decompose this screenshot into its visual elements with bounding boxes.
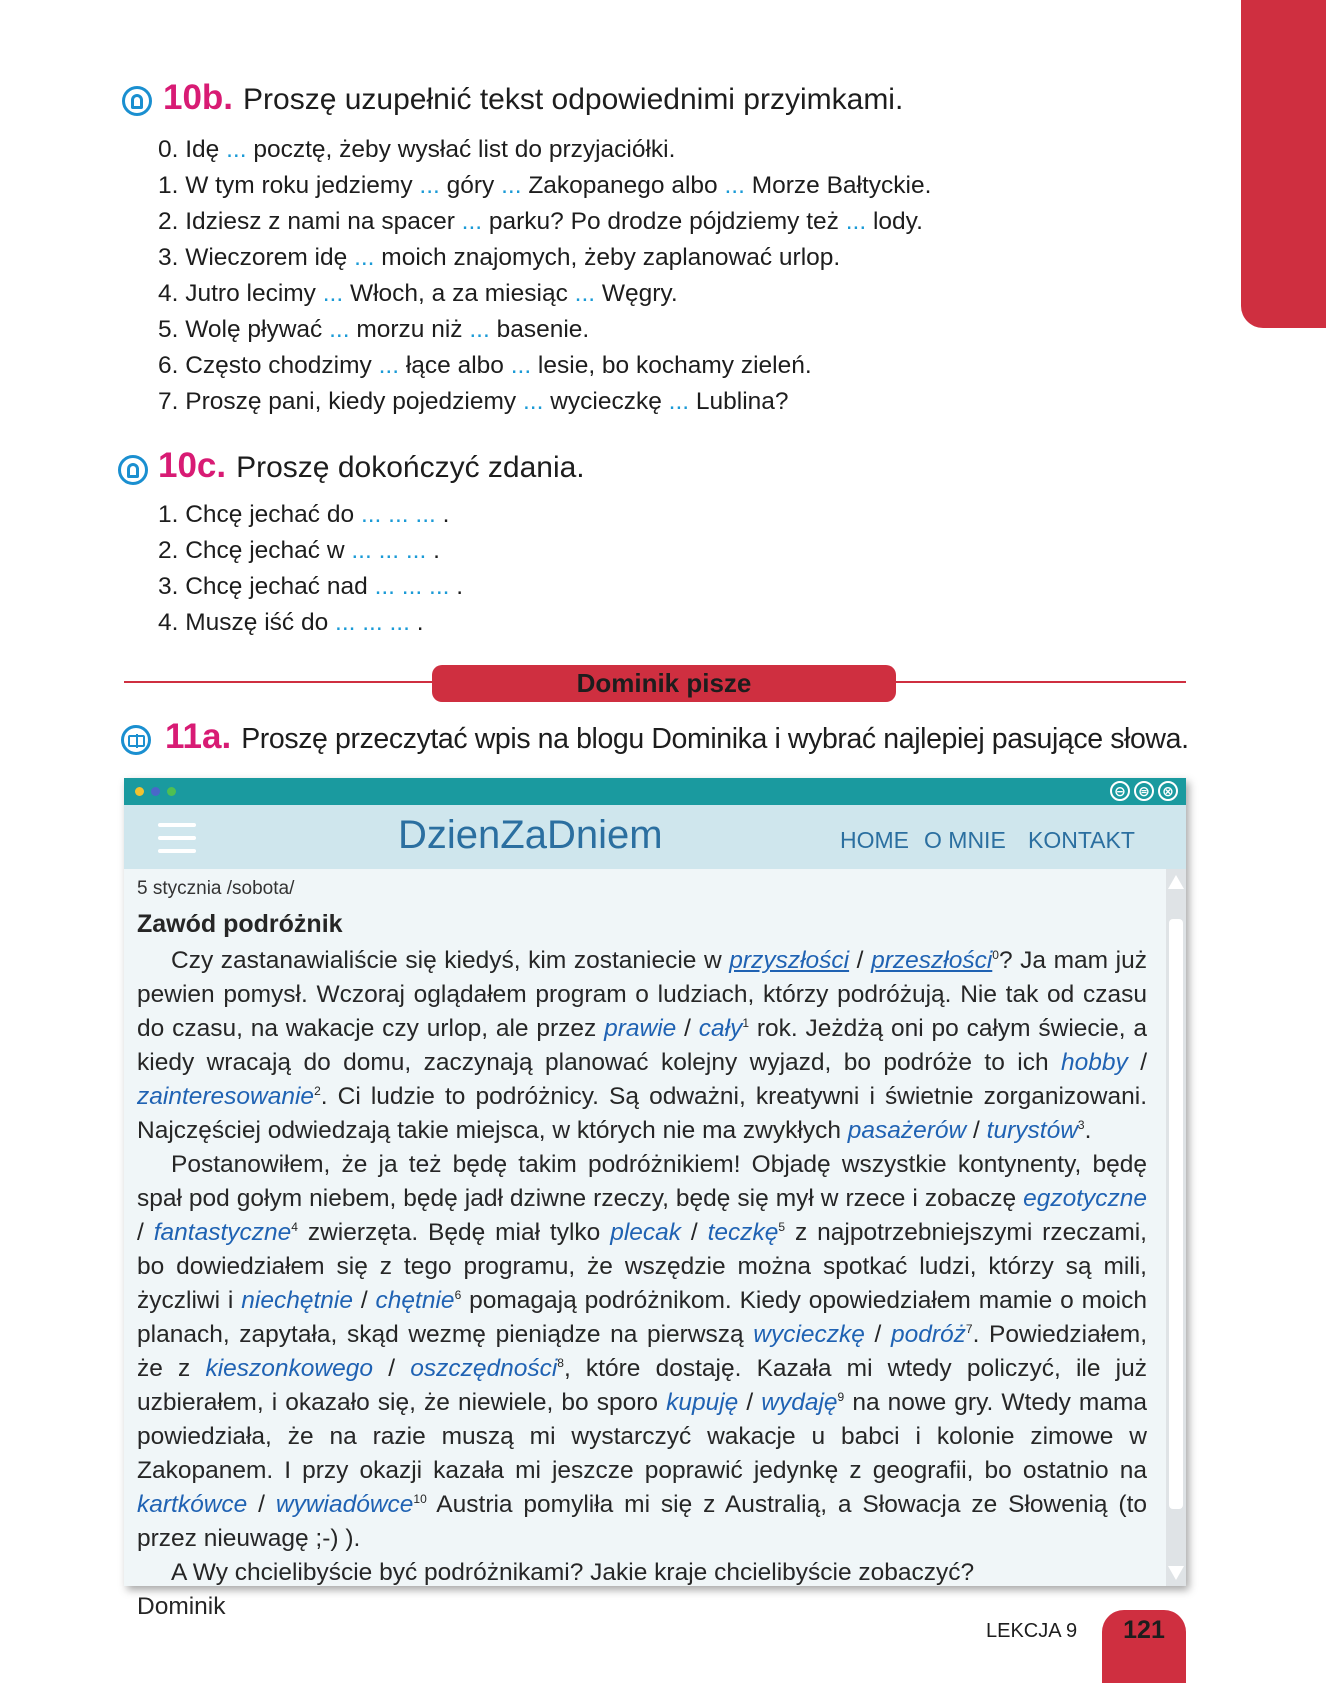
item-text: 4. Jutro lecimy: [158, 280, 323, 307]
text-run: ? Ja mam już pewien pomysł. Wczoraj oglądałem program o ludziach, którzy podróżują. Nie tak od czasu do czasu, na wakacje czy urlop, ale przez: [137, 947, 1148, 1042]
item-text: Zakopanego albo: [521, 172, 725, 199]
scrollbar-thumb[interactable]: [1169, 919, 1183, 1509]
option-number: 3: [1077, 1117, 1085, 1132]
chapter-edge-tab: [1241, 0, 1326, 328]
list-item: [158, 204, 931, 240]
blog-header: [124, 805, 1186, 869]
blank-gap: ...: [378, 352, 400, 379]
exercise-10c-heading: [158, 446, 585, 486]
item-text: Węgry.: [595, 280, 678, 307]
item-text: łące albo: [399, 352, 511, 379]
word-option[interactable]: fantastyczne: [153, 1219, 292, 1246]
word-option[interactable]: wycieczkę: [753, 1321, 865, 1348]
list-item: [158, 312, 931, 348]
option-number: 0: [992, 947, 999, 962]
word-option[interactable]: prawie: [604, 1015, 677, 1042]
menu-icon[interactable]: [158, 823, 196, 857]
word-option[interactable]: kartkówce: [137, 1491, 248, 1518]
word-option[interactable]: wydaję: [761, 1389, 838, 1416]
blank-gap: ...: [501, 172, 522, 199]
item-text: .: [449, 573, 464, 600]
word-option[interactable]: oszczędności: [410, 1355, 558, 1382]
blank-gap: ...: [724, 172, 745, 199]
item-text: 7. Proszę pani, kiedy pojedziemy: [158, 388, 523, 415]
list-item: [158, 497, 463, 533]
blank-gap: ...: [574, 280, 596, 307]
item-text: 1. Chcę jechać do: [158, 501, 361, 528]
post-paragraph: [137, 1556, 1147, 1590]
option-number: 7: [965, 1321, 973, 1336]
word-option[interactable]: niechętnie: [241, 1287, 353, 1314]
nav-contact[interactable]: KONTAKT: [1028, 827, 1135, 853]
item-text: 1. W tym roku jedziemy: [158, 172, 420, 199]
item-text: góry: [439, 172, 502, 199]
window-dot-icon[interactable]: [167, 787, 176, 796]
close-icon[interactable]: ⊗: [1158, 781, 1178, 801]
word-option[interactable]: plecak: [610, 1219, 682, 1246]
nav-home[interactable]: HOME: [840, 827, 909, 853]
item-text: 4. Muszę iść do: [158, 609, 336, 636]
blank-gap: ...: [469, 316, 490, 343]
text-run: . Ci ludzie to podróżnicy. Są odważni, kreatywni i świetnie zorganizowani. Najczęściej odwiedzają takie miejsca, w których nie ma zwykłych: [137, 1083, 1147, 1144]
item-text: 0. Idę: [158, 136, 227, 163]
item-text: lesie, bo kochamy zieleń.: [531, 352, 812, 379]
item-text: parku? Po drodze pójdziemy też: [482, 208, 846, 235]
text-run: /: [373, 1355, 411, 1382]
post-paragraph: [137, 1148, 1147, 1556]
option-number: 1: [742, 1015, 750, 1030]
word-option[interactable]: pasażerów: [847, 1117, 967, 1144]
item-text: 3. Chcę jechać nad: [158, 573, 375, 600]
text-run: /: [849, 947, 872, 974]
section-banner: Dominik pisze: [432, 665, 896, 702]
text-run: /: [247, 1491, 276, 1518]
text-run: /: [864, 1321, 891, 1348]
text-run: Austria pomyliła mi się z Australią, a Słowacja ze Słowenią (to przez nieuwagę ;-) ).: [137, 1491, 1147, 1552]
text-run: rok. Jeżdżą oni po całym świecie, a kiedy wracają do domu, zaczynają planować kolejny wyjazd, bo podróże to ich: [137, 1015, 1147, 1076]
word-option[interactable]: kupuję: [666, 1389, 739, 1416]
item-text: morzu niż: [349, 316, 470, 343]
exercise-title: Proszę uzupełnić tekst odpowiednimi przyimkami.: [243, 83, 904, 116]
exercise-10b-heading: [163, 78, 903, 118]
text-run: Dominik: [137, 1593, 226, 1620]
exercise-number: 10b.: [163, 78, 234, 117]
window-dot-icon[interactable]: [151, 787, 160, 796]
text-run: , które dostaję. Kazała mi wtedy policzyć, ile już uzbierałem, i okazało się, że niewiele, bo sporo: [137, 1355, 1147, 1416]
window-title-bar: [124, 778, 1186, 805]
blank-gap: ...: [510, 352, 532, 379]
blog-post: [137, 876, 1147, 1624]
text-run: zwierzęta. Będę miał tylko: [297, 1219, 611, 1246]
word-option[interactable]: podróż: [891, 1321, 966, 1348]
option-number: 2: [314, 1083, 321, 1098]
blog-window: [124, 778, 1186, 1620]
blank-gap: ...: [522, 388, 544, 415]
text-run: /: [352, 1287, 376, 1314]
word-option[interactable]: hobby: [1061, 1049, 1128, 1076]
exercise-title: Proszę dokończyć zdania.: [236, 451, 585, 484]
item-text: .: [426, 537, 440, 564]
item-text: 5. Wolę pływać: [158, 316, 330, 343]
list-item: [158, 168, 931, 204]
scrollbar[interactable]: [1166, 869, 1186, 1586]
text-run: A Wy chcielibyście być podróżnikami? Jakie kraje chcielibyście zobaczyć?: [171, 1559, 975, 1586]
text-run: Czy zastanawialiście się kiedyś, kim zostaniecie w: [171, 947, 730, 974]
list-item: [158, 569, 463, 605]
lock-icon: [122, 86, 152, 116]
word-option[interactable]: przeszłości: [871, 947, 993, 974]
text-run: pomagają podróżnikom. Kiedy opowiedziałem mamie o moich planach, zapytała, skąd wezmę pieniądze na pierwszą: [137, 1287, 1147, 1348]
text-run: /: [738, 1389, 762, 1416]
word-option[interactable]: wywiadówce: [275, 1491, 414, 1518]
item-text: .: [435, 501, 450, 528]
list-item: [158, 348, 931, 384]
post-title: Zawód podróżnik: [137, 910, 343, 938]
option-number: 5: [778, 1219, 786, 1234]
option-number: 6: [454, 1287, 462, 1302]
text-run: . Powiedziałem, że z: [137, 1321, 1148, 1382]
list-item: [158, 240, 931, 276]
text-run: /: [966, 1117, 987, 1144]
restore-icon[interactable]: ⊜: [1134, 781, 1154, 801]
text-run: z najpotrzebniejszymi rzeczami, bo dowiedziałem się z tego programu, że wszędzie można spotkać ludzi, którzy są mili, życzliwi i: [137, 1219, 1147, 1314]
post-paragraph: [137, 1590, 1147, 1624]
exercise-10c-list: [158, 497, 463, 641]
item-text: .: [409, 609, 424, 636]
word-option[interactable]: cały: [698, 1015, 743, 1042]
post-date: 5 stycznia /sobota/: [137, 878, 295, 899]
option-number: 8: [557, 1355, 564, 1370]
option-number: 4: [291, 1219, 298, 1234]
item-text: moich znajomych, żeby zaplanować urlop.: [374, 244, 841, 271]
item-text: wycieczkę: [543, 388, 669, 415]
text-run: /: [676, 1015, 699, 1042]
list-item: [158, 132, 931, 168]
blank-gap: ...: [322, 280, 344, 307]
open-book-icon: [121, 725, 151, 755]
word-option[interactable]: kieszonkowego: [205, 1355, 374, 1382]
item-text: pocztę, żeby wysłać list do przyjaciółki.: [246, 136, 676, 163]
text-run: /: [681, 1219, 708, 1246]
item-text: Włoch, a za miesiąc: [343, 280, 575, 307]
list-item: [158, 384, 931, 420]
blank-gap: ...: [668, 388, 690, 415]
exercise-title: Proszę przeczytać wpis na blogu Dominika i wybrać najlepiej pasujące słowa.: [241, 723, 1189, 755]
blank-gap: ... ... ...: [374, 573, 450, 600]
text-run: /: [137, 1219, 154, 1246]
item-text: 3. Wieczorem idę: [158, 244, 355, 271]
item-text: 2. Chcę jechać w: [158, 537, 352, 564]
blog-brand[interactable]: DzienZaDniem: [398, 813, 663, 857]
word-option[interactable]: turystów: [986, 1117, 1078, 1144]
lock-icon: [118, 455, 148, 485]
scroll-down-icon[interactable]: [1168, 1566, 1184, 1580]
word-option[interactable]: przyszłości: [729, 947, 850, 974]
exercise-10b-list: [158, 132, 931, 420]
exercise-11a-heading: [165, 717, 1189, 757]
blank-gap: ... ... ...: [351, 537, 427, 564]
page-number: 121: [1102, 1610, 1186, 1683]
window-dot-icon[interactable]: [135, 787, 144, 796]
item-text: lody.: [866, 208, 923, 235]
blank-gap: ...: [845, 208, 867, 235]
nav-about[interactable]: O MNIE: [924, 827, 1006, 853]
text-run: .: [1084, 1117, 1092, 1144]
exercise-number: 10c.: [158, 446, 227, 485]
lesson-label: LEKCJA 9: [986, 1620, 1078, 1642]
item-text: 2. Idziesz z nami na spacer: [158, 208, 462, 235]
blank-gap: ... ... ...: [335, 609, 410, 636]
blank-gap: ...: [461, 208, 483, 235]
item-text: Lublina?: [689, 388, 789, 415]
scroll-up-icon[interactable]: [1168, 875, 1184, 889]
list-item: [158, 533, 463, 569]
word-option[interactable]: egzotyczne: [1023, 1185, 1147, 1212]
blank-gap: ...: [354, 244, 375, 271]
item-text: basenie.: [489, 316, 590, 343]
item-text: 6. Często chodzimy: [158, 352, 379, 379]
list-item: [158, 276, 931, 312]
option-number: 10: [413, 1491, 427, 1506]
minimize-icon[interactable]: ⊖: [1110, 781, 1130, 801]
blank-gap: ...: [329, 316, 350, 343]
item-text: Morze Bałtyckie.: [744, 172, 932, 199]
blank-gap: ...: [226, 136, 247, 163]
word-option[interactable]: chętnie: [375, 1287, 455, 1314]
option-number: 9: [837, 1389, 845, 1404]
text-run: /: [1127, 1049, 1147, 1076]
list-item: [158, 605, 463, 641]
text-run: Postanowiłem, że ja też będę takim podróżnikiem! Objadę wszystkie kontynenty, będę spał pod gołym niebem, będę jadł dziwne rzeczy, będę się mył w rzece i zobaczę: [137, 1151, 1147, 1212]
post-paragraph: [137, 944, 1147, 1148]
text-run: na nowe gry. Wtedy mama powiedziała, że na razie muszą mi wystarczyć wakacje u babci i kolonie zimowe w Zakopanem. I przy okazji kazała mi jeszcze poprawić jedynkę z geografii, bo ostatnio na: [137, 1389, 1148, 1484]
blank-gap: ...: [419, 172, 440, 199]
post-body: [137, 944, 1147, 1624]
exercise-number: 11a.: [165, 717, 232, 756]
word-option[interactable]: zainteresowanie: [137, 1083, 315, 1110]
word-option[interactable]: teczkę: [707, 1219, 779, 1246]
blank-gap: ... ... ...: [360, 501, 436, 528]
